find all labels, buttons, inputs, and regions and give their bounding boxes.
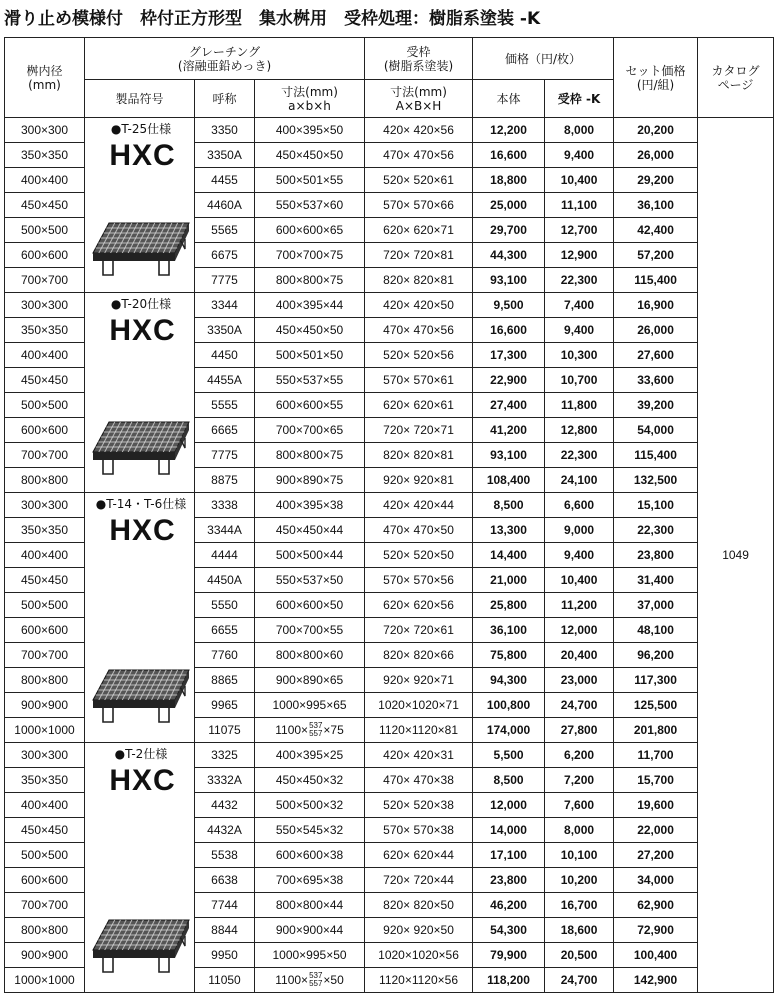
grating-dims-cell: 450×450×50: [255, 318, 365, 343]
nominal-cell: 4455A: [195, 368, 255, 393]
body-price-cell: 44,300: [473, 243, 545, 268]
frame-price-cell: 20,400: [545, 643, 614, 668]
grating-dims-cell: 450×450×50: [255, 143, 365, 168]
frame-dims-cell: 420× 420×56: [365, 118, 473, 143]
grating-dims-cell: 800×800×75: [255, 268, 365, 293]
frame-price-cell: 16,700: [545, 893, 614, 918]
spec-label: ●T-14・T-6仕様: [95, 497, 187, 511]
set-price-cell: 34,000: [614, 868, 698, 893]
inner-dim-cell: 600×600: [5, 868, 85, 893]
frame-price-cell: 7,600: [545, 793, 614, 818]
set-price-cell: 16,900: [614, 293, 698, 318]
inner-dim-cell: 300×300: [5, 493, 85, 518]
inner-dim-cell: 400×400: [5, 543, 85, 568]
body-price-cell: 79,900: [473, 943, 545, 968]
nominal-cell: 3350A: [195, 318, 255, 343]
body-price-cell: 46,200: [473, 893, 545, 918]
header-grating-dims: 寸法(mm) a×b×h: [255, 80, 365, 118]
nominal-cell: 5538: [195, 843, 255, 868]
frame-price-cell: 12,800: [545, 418, 614, 443]
frame-price-cell: 23,000: [545, 668, 614, 693]
frame-dims-cell: 470× 470×50: [365, 518, 473, 543]
grating-dims-suffix: ×75: [323, 722, 344, 737]
body-price-cell: 9,500: [473, 293, 545, 318]
grating-dims-cell: 1000×995×50: [255, 943, 365, 968]
body-price-cell: 18,800: [473, 168, 545, 193]
body-price-cell: 118,200: [473, 968, 545, 993]
inner-dim-cell: 800×800: [5, 468, 85, 493]
body-price-cell: 17,100: [473, 843, 545, 868]
grating-dims-cell: 550×545×32: [255, 818, 365, 843]
body-price-cell: 25,800: [473, 593, 545, 618]
nominal-cell: 4444: [195, 543, 255, 568]
inner-dim-cell: 1000×1000: [5, 968, 85, 993]
nominal-cell: 4432: [195, 793, 255, 818]
nominal-cell: 3350: [195, 118, 255, 143]
grating-dims-cell: 400×395×44: [255, 293, 365, 318]
inner-dim-cell: 900×900: [5, 693, 85, 718]
set-price-cell: 100,400: [614, 943, 698, 968]
body-price-cell: 41,200: [473, 418, 545, 443]
grating-dims-cell: [255, 968, 365, 993]
body-price-cell: 5,500: [473, 743, 545, 768]
grating-dims-prefix: 1100×: [275, 722, 309, 737]
frame-dims-cell: 1120×1120×56: [365, 968, 473, 993]
grating-image: [89, 916, 193, 978]
frame-price-cell: 24,700: [545, 693, 614, 718]
nominal-cell: 7775: [195, 443, 255, 468]
set-price-cell: 15,700: [614, 768, 698, 793]
frame-price-cell: 7,400: [545, 293, 614, 318]
body-price-cell: 29,700: [473, 218, 545, 243]
grating-dims-cell: 700×700×65: [255, 418, 365, 443]
nominal-cell: 3332A: [195, 768, 255, 793]
frame-price-cell: 6,600: [545, 493, 614, 518]
inner-dim-cell: 700×700: [5, 893, 85, 918]
grating-dims-cell: 400×395×25: [255, 743, 365, 768]
grating-dims-cell: 400×395×38: [255, 493, 365, 518]
grating-dims-cell: 800×800×44: [255, 893, 365, 918]
grating-dims-cell: 500×500×44: [255, 543, 365, 568]
nominal-cell: 6665: [195, 418, 255, 443]
inner-dim-cell: 900×900: [5, 943, 85, 968]
nominal-cell: 7760: [195, 643, 255, 668]
frame-dims-cell: 520× 520×50: [365, 543, 473, 568]
grating-dims-cell: 700×695×38: [255, 868, 365, 893]
model-label: HXC: [109, 139, 176, 172]
page-title: 滑り止め模様付 枠付正方形型 集水桝用 受枠処理：樹脂系塗装 -K: [4, 9, 541, 29]
body-price-cell: 27,400: [473, 393, 545, 418]
grating-dims-cell: 500×501×50: [255, 343, 365, 368]
frame-dims-cell: 1020×1020×71: [365, 693, 473, 718]
header-frame: 受枠 (樹脂系塗装): [365, 38, 473, 80]
body-price-cell: 108,400: [473, 468, 545, 493]
inner-dim-cell: 700×700: [5, 268, 85, 293]
nominal-cell: 8865: [195, 668, 255, 693]
body-price-cell: 14,400: [473, 543, 545, 568]
frame-price-cell: 9,400: [545, 143, 614, 168]
frame-price-cell: 11,800: [545, 393, 614, 418]
inner-dim-cell: 350×350: [5, 518, 85, 543]
set-price-cell: 115,400: [614, 268, 698, 293]
inner-dim-cell: 700×700: [5, 443, 85, 468]
set-price-cell: 27,600: [614, 343, 698, 368]
set-price-cell: 27,200: [614, 843, 698, 868]
inner-dim-cell: 350×350: [5, 318, 85, 343]
set-price-cell: 42,400: [614, 218, 698, 243]
model-label: HXC: [109, 764, 176, 797]
nominal-cell: 8875: [195, 468, 255, 493]
grating-dims-cell: 600×600×50: [255, 593, 365, 618]
grating-image: [89, 418, 193, 480]
table-row: [5, 293, 774, 318]
body-price-cell: 75,800: [473, 643, 545, 668]
set-price-cell: 31,400: [614, 568, 698, 593]
frame-price-cell: 11,100: [545, 193, 614, 218]
frame-dims-cell: 820× 820×66: [365, 643, 473, 668]
frame-dims-cell: 570× 570×38: [365, 818, 473, 843]
inner-dim-cell: 500×500: [5, 393, 85, 418]
body-price-cell: 12,000: [473, 793, 545, 818]
set-price-cell: 48,100: [614, 618, 698, 643]
frame-price-cell: 9,000: [545, 518, 614, 543]
frame-price-cell: 24,700: [545, 968, 614, 993]
spec-label: ●T-25仕様: [110, 122, 172, 136]
grating-image: [89, 219, 193, 281]
body-price-cell: 17,300: [473, 343, 545, 368]
nominal-cell: 3325: [195, 743, 255, 768]
frame-dims-cell: 820× 820×81: [365, 268, 473, 293]
model-label: HXC: [109, 314, 176, 347]
inner-dim-cell: 1000×1000: [5, 718, 85, 743]
grating-dims-cell: 1000×995×65: [255, 693, 365, 718]
inner-dim-cell: 300×300: [5, 293, 85, 318]
nominal-cell: 8844: [195, 918, 255, 943]
set-price-cell: 39,200: [614, 393, 698, 418]
set-price-cell: 20,200: [614, 118, 698, 143]
grating-dims-cell: 500×501×55: [255, 168, 365, 193]
nominal-cell: 3350A: [195, 143, 255, 168]
set-price-cell: 117,300: [614, 668, 698, 693]
header-price: 価格（円/枚）: [473, 38, 614, 80]
frame-price-cell: 6,200: [545, 743, 614, 768]
body-price-cell: 174,000: [473, 718, 545, 743]
frame-dims-cell: 470× 470×38: [365, 768, 473, 793]
inner-dim-cell: 450×450: [5, 368, 85, 393]
frame-price-cell: 18,600: [545, 918, 614, 943]
grating-dims-cell: [255, 718, 365, 743]
body-price-cell: 14,000: [473, 818, 545, 843]
frame-dims-cell: 620× 620×71: [365, 218, 473, 243]
frame-price-cell: 9,400: [545, 318, 614, 343]
frame-dims-cell: 520× 520×56: [365, 343, 473, 368]
nominal-cell: 4450: [195, 343, 255, 368]
frame-price-cell: 22,300: [545, 268, 614, 293]
body-price-cell: 12,200: [473, 118, 545, 143]
inner-dim-cell: 400×400: [5, 168, 85, 193]
frame-dims-cell: 520× 520×61: [365, 168, 473, 193]
header-nominal: 呼称: [195, 80, 255, 118]
frame-price-cell: 8,000: [545, 118, 614, 143]
grating-dims-cell: 550×537×50: [255, 568, 365, 593]
model-label: HXC: [109, 514, 176, 547]
nominal-cell: 7775: [195, 268, 255, 293]
nominal-cell: 6675: [195, 243, 255, 268]
grating-dims-cell: 800×800×75: [255, 443, 365, 468]
frame-dims-cell: 420× 420×50: [365, 293, 473, 318]
frame-dims-cell: 1120×1120×81: [365, 718, 473, 743]
grating-dims-cell: 600×600×38: [255, 843, 365, 868]
set-price-cell: 23,800: [614, 543, 698, 568]
frame-dims-cell: 720× 720×81: [365, 243, 473, 268]
grating-dims-cell: 450×450×44: [255, 518, 365, 543]
body-price-cell: 93,100: [473, 268, 545, 293]
price-table: [4, 37, 774, 993]
header-frame-dims: 寸法(mm) A×B×H: [365, 80, 473, 118]
grating-dims-cell: 900×900×44: [255, 918, 365, 943]
product-cell: [85, 293, 195, 493]
product-cell: [85, 493, 195, 743]
nominal-cell: 6638: [195, 868, 255, 893]
frame-dims-cell: 820× 820×81: [365, 443, 473, 468]
set-price-cell: 37,000: [614, 593, 698, 618]
set-price-cell: 22,000: [614, 818, 698, 843]
body-price-cell: 21,000: [473, 568, 545, 593]
set-price-cell: 36,100: [614, 193, 698, 218]
frame-dims-cell: 720× 720×71: [365, 418, 473, 443]
frame-price-cell: 12,900: [545, 243, 614, 268]
inner-dim-cell: 700×700: [5, 643, 85, 668]
frame-dims-cell: 470× 470×56: [365, 143, 473, 168]
frame-dims-cell: 920× 920×50: [365, 918, 473, 943]
frame-price-cell: 7,200: [545, 768, 614, 793]
nominal-cell: 11050: [195, 968, 255, 993]
grating-dims-fraction: [309, 972, 322, 988]
grating-dims-cell: 900×890×65: [255, 668, 365, 693]
nominal-cell: 7744: [195, 893, 255, 918]
frame-price-cell: 12,000: [545, 618, 614, 643]
frame-dims-cell: 620× 620×61: [365, 393, 473, 418]
frame-price-cell: 22,300: [545, 443, 614, 468]
nominal-cell: 4450A: [195, 568, 255, 593]
nominal-cell: 5565: [195, 218, 255, 243]
header-set-price: セット価格 (円/組): [614, 38, 698, 118]
grating-dims-suffix: ×50: [323, 972, 344, 987]
fraction-numerator: 537: [309, 971, 323, 981]
catalog-page-cell: 1049: [698, 118, 774, 993]
set-price-cell: 19,600: [614, 793, 698, 818]
set-price-cell: 29,200: [614, 168, 698, 193]
header-frame-k: 受枠 -K: [545, 80, 614, 118]
set-price-cell: 54,000: [614, 418, 698, 443]
frame-dims-cell: 570× 570×61: [365, 368, 473, 393]
set-price-cell: 15,100: [614, 493, 698, 518]
set-price-cell: 115,400: [614, 443, 698, 468]
set-price-cell: 33,600: [614, 368, 698, 393]
nominal-cell: 3344: [195, 293, 255, 318]
frame-price-cell: 27,800: [545, 718, 614, 743]
nominal-cell: 5550: [195, 593, 255, 618]
grating-dims-cell: 600×600×55: [255, 393, 365, 418]
header-inner-dim: 桝内径 (mm): [5, 38, 85, 118]
inner-dim-cell: 500×500: [5, 218, 85, 243]
body-price-cell: 100,800: [473, 693, 545, 718]
nominal-cell: 4460A: [195, 193, 255, 218]
inner-dim-cell: 500×500: [5, 593, 85, 618]
inner-dim-cell: 450×450: [5, 193, 85, 218]
frame-dims-cell: 920× 920×71: [365, 668, 473, 693]
grating-dims-cell: 700×700×75: [255, 243, 365, 268]
body-price-cell: 13,300: [473, 518, 545, 543]
body-price-cell: 16,600: [473, 318, 545, 343]
inner-dim-cell: 450×450: [5, 818, 85, 843]
frame-dims-cell: 420× 420×44: [365, 493, 473, 518]
set-price-cell: 57,200: [614, 243, 698, 268]
grating-dims-cell: 600×600×65: [255, 218, 365, 243]
body-price-cell: 8,500: [473, 493, 545, 518]
set-price-cell: 201,800: [614, 718, 698, 743]
frame-price-cell: 8,000: [545, 818, 614, 843]
fraction-numerator: 537: [309, 721, 323, 731]
nominal-cell: 3338: [195, 493, 255, 518]
set-price-cell: 142,900: [614, 968, 698, 993]
frame-dims-cell: 720× 720×61: [365, 618, 473, 643]
grating-dims-cell: 550×537×55: [255, 368, 365, 393]
frame-dims-cell: 720× 720×44: [365, 868, 473, 893]
fraction-denominator: 557: [309, 729, 323, 739]
frame-price-cell: 10,300: [545, 343, 614, 368]
set-price-cell: 72,900: [614, 918, 698, 943]
inner-dim-cell: 350×350: [5, 143, 85, 168]
header-catalog: カタログ ページ: [698, 38, 774, 118]
inner-dim-cell: 400×400: [5, 343, 85, 368]
product-cell: [85, 118, 195, 293]
inner-dim-cell: 300×300: [5, 743, 85, 768]
nominal-cell: 6655: [195, 618, 255, 643]
frame-price-cell: 10,400: [545, 168, 614, 193]
frame-price-cell: 10,700: [545, 368, 614, 393]
price-table-body: [5, 118, 774, 993]
inner-dim-cell: 600×600: [5, 618, 85, 643]
frame-dims-cell: 920× 920×81: [365, 468, 473, 493]
spec-label: ●T-2仕様: [114, 747, 168, 761]
body-price-cell: 22,900: [473, 368, 545, 393]
nominal-cell: 3344A: [195, 518, 255, 543]
grating-dims-cell: 800×800×60: [255, 643, 365, 668]
inner-dim-cell: 400×400: [5, 793, 85, 818]
header-grating: グレーチング (溶融亜鉛めっき): [85, 38, 365, 80]
frame-dims-cell: 470× 470×56: [365, 318, 473, 343]
nominal-cell: 5555: [195, 393, 255, 418]
body-price-cell: 93,100: [473, 443, 545, 468]
body-price-cell: 25,000: [473, 193, 545, 218]
body-price-cell: 23,800: [473, 868, 545, 893]
grating-dims-cell: 400×395×50: [255, 118, 365, 143]
inner-dim-cell: 450×450: [5, 568, 85, 593]
set-price-cell: 132,500: [614, 468, 698, 493]
frame-price-cell: 10,400: [545, 568, 614, 593]
frame-price-cell: 9,400: [545, 543, 614, 568]
header-body: 本体: [473, 80, 545, 118]
frame-dims-cell: 620× 620×44: [365, 843, 473, 868]
frame-price-cell: 12,700: [545, 218, 614, 243]
inner-dim-cell: 600×600: [5, 243, 85, 268]
frame-price-cell: 24,100: [545, 468, 614, 493]
table-row: [5, 493, 774, 518]
inner-dim-cell: 800×800: [5, 668, 85, 693]
set-price-cell: 26,000: [614, 318, 698, 343]
grating-image: [89, 666, 193, 728]
table-row: [5, 743, 774, 768]
nominal-cell: 9950: [195, 943, 255, 968]
body-price-cell: 36,100: [473, 618, 545, 643]
frame-dims-cell: 620× 620×56: [365, 593, 473, 618]
inner-dim-cell: 500×500: [5, 843, 85, 868]
frame-price-cell: 10,200: [545, 868, 614, 893]
nominal-cell: 4455: [195, 168, 255, 193]
product-cell: [85, 743, 195, 993]
nominal-cell: 11075: [195, 718, 255, 743]
grating-dims-cell: 550×537×60: [255, 193, 365, 218]
set-price-cell: 125,500: [614, 693, 698, 718]
spec-label: ●T-20仕様: [110, 297, 172, 311]
body-price-cell: 8,500: [473, 768, 545, 793]
body-price-cell: 16,600: [473, 143, 545, 168]
inner-dim-cell: 600×600: [5, 418, 85, 443]
grating-dims-cell: 700×700×55: [255, 618, 365, 643]
inner-dim-cell: 300×300: [5, 118, 85, 143]
frame-dims-cell: 820× 820×50: [365, 893, 473, 918]
frame-dims-cell: 570× 570×66: [365, 193, 473, 218]
nominal-cell: 9965: [195, 693, 255, 718]
frame-dims-cell: 520× 520×38: [365, 793, 473, 818]
body-price-cell: 54,300: [473, 918, 545, 943]
grating-dims-cell: 450×450×32: [255, 768, 365, 793]
frame-price-cell: 20,500: [545, 943, 614, 968]
set-price-cell: 96,200: [614, 643, 698, 668]
body-price-cell: 94,300: [473, 668, 545, 693]
table-row: [5, 118, 774, 143]
grating-dims-cell: 900×890×75: [255, 468, 365, 493]
header-product-code: 製品符号: [85, 80, 195, 118]
set-price-cell: 22,300: [614, 518, 698, 543]
set-price-cell: 11,700: [614, 743, 698, 768]
grating-dims-fraction: [309, 722, 322, 738]
set-price-cell: 26,000: [614, 143, 698, 168]
frame-dims-cell: 570× 570×56: [365, 568, 473, 593]
frame-price-cell: 10,100: [545, 843, 614, 868]
inner-dim-cell: 800×800: [5, 918, 85, 943]
frame-price-cell: 11,200: [545, 593, 614, 618]
nominal-cell: 4432A: [195, 818, 255, 843]
inner-dim-cell: 350×350: [5, 768, 85, 793]
grating-dims-prefix: 1100×: [275, 972, 309, 987]
fraction-denominator: 557: [309, 979, 323, 989]
frame-dims-cell: 420× 420×31: [365, 743, 473, 768]
grating-dims-cell: 500×500×32: [255, 793, 365, 818]
frame-dims-cell: 1020×1020×56: [365, 943, 473, 968]
set-price-cell: 62,900: [614, 893, 698, 918]
